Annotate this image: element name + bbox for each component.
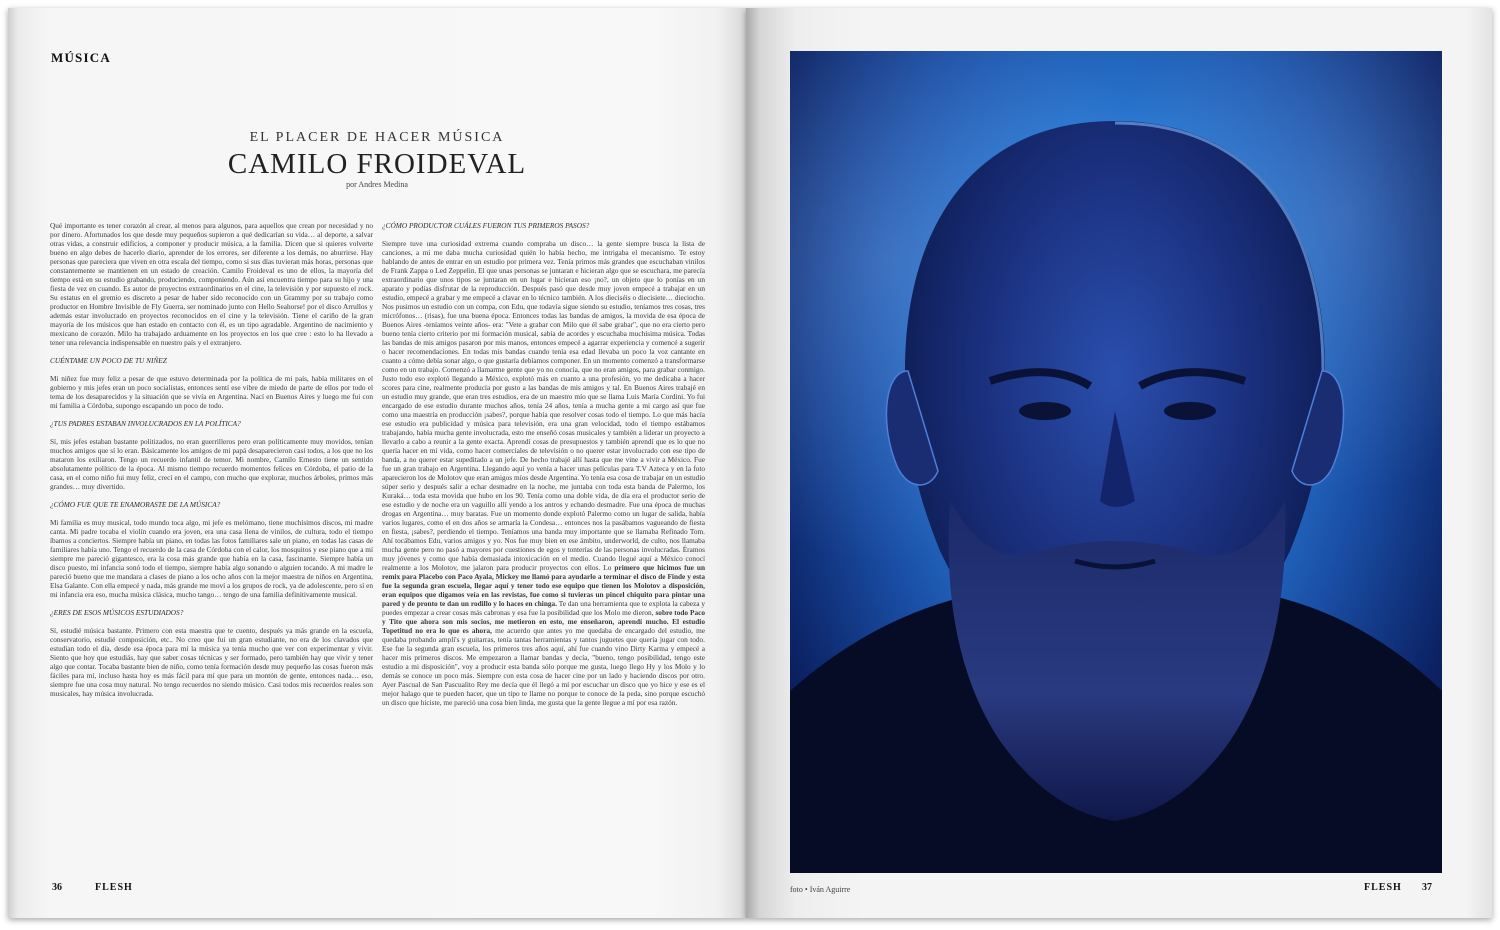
- portrait-photo: [790, 51, 1442, 873]
- answer-paragraph: Mi familia es muy musical, todo mundo toca algo, mi jefe es melómano, tiene muchísimos discos, mi madre canta. Mi padre tocaba el violín cuando era joven, era una casa llena de vinilos, de cultura, todo el tiempo íbamos a conciertos. Siempre había un piano, en todas las fotos familiares sale un piano, en todas las casas de familiares había uno. Tengo el recuerdo de la casa de Córdoba con el calor, los mosquitos y ese piano que a mí siempre me pareció gigantesco, era la cosa más grande que había en la casa, fascinante. Siempre había un disco puesto, mi infancia sonó todo el tiempo, siempre había algo sonando o alguien tocando. A mi madre le pareció bueno que me mandara a clases de piano a los ocho años con la mejor maestra de niños en Argentina, Elsa Galante. Con ella empecé y nada, más grande me moví a los grupos de rock, ya de adolescente, pero sí en mi infancia era eso, mucha música clásica, mucho tango… tengo de una familia definitivamente musical.: [50, 518, 373, 599]
- answer-paragraph: Mi niñez fue muy feliz a pesar de que estuvo determinada por la política de mi país, había militares en el gobierno y mis jefes eran un poco socialistas, entonces sentí ese vibre de miedo de parte de ellos por todo el tema de los desaparecidos y la situación que se vivía en Argentina. Nací en Buenos Aires y luego me fui con mi familia a Córdoba, supongo escapando un poco de todo.: [50, 374, 373, 410]
- eye-right: [1164, 402, 1216, 420]
- answer-bold-text: primero que hicimos fue un remix para Placebo con Paco Ayala, Mickey me llamó para ayudarlo a terminar el disco de Finde y esta fue la segunda gran escuela, llegar aquí y tener todo ese equipo que tienen los Molotov a disposición, eran equipos que digamos veía en las revistas, fue como si tuvieras un pincel chiquito para pintar una pared y de pronto te dan un rodillo y lo haces en chinga.: [382, 563, 705, 608]
- right-page: [746, 8, 1492, 918]
- question-heading: ¿CÓMO FUE QUE TE ENAMORASTE DE LA MÚSICA?: [50, 500, 221, 509]
- portrait-illustration: [790, 51, 1442, 873]
- eye-left: [1019, 402, 1071, 420]
- article-headline: CAMILO FROIDEVAL: [227, 148, 527, 180]
- answer-text: Te dan una herramienta que te explota la cabeza y puedes empezar a crear cosas más cabronas y esa fue la posibilidad que los Molo me dieron,: [382, 599, 705, 617]
- text-column-1: [50, 221, 373, 876]
- magazine-brand: FLESH: [95, 882, 133, 893]
- answer-paragraph: Sí, estudié música bastante. Primero con esta maestra que te cuento, después ya más grande en la escuela, conservatorio, estudié composición, etc.. No creo que fui un gran estudiante, no era de los clavados que estudian todo el día, desde esa época para mí la música ya tenía mucho que ver con experimentar y vivir. Siento que hoy que estudiás, hay que saber cosas técnicas y ser formado, pero también hay que vivir y tener algo que contar. Tocaba bastante bien de niño, como tenía formación desde muy pequeño las cosas fueron más fáciles para mí, incluso hasta hoy es más fácil para mí que para un montón de gente, entonces nada… eso, siempre fue una cosa muy natural. No tengo recuerdos no siendo músico. Casi todos mis recuerdos reales son musicales, hay música involucrada.: [50, 626, 373, 698]
- photo-credit: foto • Iván Aguirre: [790, 885, 851, 894]
- page-number: 36: [52, 882, 62, 893]
- article-kicker: EL PLACER DE HACER MÚSICA: [249, 130, 505, 145]
- answer-paragraph: Sí, mis jefes estaban bastante politizados, no eran guerrilleros pero eran políticamente muy movidos, tenían muchos amigos que sí lo eran. Básicamente los amigos de mi papá desaparecieron casi todos, a los que no los mataron los exiliaron. Tengo un recuerdo infantil de temor. Mi nombre, Camilo Ernesto tiene un sentido absolutamente político de la época. Al mismo tiempo recuerdo momentos felices en Córdoba, el patio de la casa, en el como niño fui muy feliz, crecí en el campo, con mucho que explorar, muchos árboles, primos más grandes… muy divertido.: [50, 437, 373, 491]
- answer-text: me acuerdo que antes yo me quedaba de encargado del estudio, me quedaba probando ampli's y guitarras, tenía tantas herramientas y tantos juguetes que quería jugar con todo. Ese fue la segunda gran escuela, los primeros tres años aquí, ahí fue cuando vino Dirty Karma y empecé a hacer mis primeros discos. Me empezaron a llamar bandas y decía, "bueno, tengo posibilidad, tengo este estudio a mi disposición", voy a producir esta banda sólo porque me gusta, luego llego Hy y los Molo y lo demás se conoce un poco más. Siempre con esta cosa de hacer cine por un lado y haciendo discos por otro. Ayer Pascual de San Pascualito Rey me decía que él llegó a mí por escuchar un disco que yo hice y ese es el mejor halago que te pueden hacer, que un tipo te llame no porque te conoce de la peda, sino porque escuchó un disco que hiciste, me pareció una cosa bien linda, me gusta que la gente llegue a mí por esa razón.: [382, 626, 705, 707]
- question-heading: CUÉNTAME UN POCO DE TU NIÑEZ: [50, 356, 167, 365]
- question-heading: ¿CÓMO PRODUCTOR CUÁLES FUERON TUS PRIMEROS PASOS?: [382, 221, 590, 230]
- answer-bold-text: sobre todo Paco y Tito que ahora son mis socios, me metieron en esto, me enseñaron, aprendí mucho. El estudio Topetitud no era lo que es ahora,: [382, 608, 705, 635]
- intro-paragraph: Qué importante es tener corazón al crear, al menos para algunos, para aquellos que crean por necesidad y no por dinero. Afortunados los que desde muy pequeños supieron a qué dedicarían su vida… al deporte, a salvar otras vidas, a construir edificios, a componer y producir música, a la familia. Dicen que si quieres volverte bueno en algo debes de hacerlo diario, aprender de los errores, ser diferente a los demás, no aburrirse. Hay personas que pareciera que viven en otra escala del tiempo, como si sus días tuvieran más horas, personas que constantemente se mantienen en un estado de creación. Camilo Froideval es uno de ellos, la mayoría del tiempo está en su estudio grabando, produciendo, componiendo. Aún así encuentra tiempo para su hijo y una fiesta de vez en cuando. Es autor de proyectos extraordinarios en el cine, la televisión y por supuesto el rock. Su estatus en el gremio es discreto a pesar de haber sido reconocido con un Grammy por su trabajo como productor en Hombre Invisible de Fly Guerra, ser nominado junto con Hello Seahorse! por el disco Arrullos y además estar involucrado en proyectos reconocidos en el cine y la televisión. Tiene el cariño de la gran mayoría de los músicos que han estado en contacto con él, es un tipo agradable. Argentino de nacimiento y mexicano de corazón. Milo ha trabajado arduamente en los proyectos en los que cree : esto lo ha llevado a tener una relevancia indispensable en nuestro país y el extranjero.: [50, 221, 373, 347]
- section-label: MÚSICA: [51, 50, 111, 65]
- page-number: 37: [1422, 882, 1432, 893]
- question-heading: ¿TUS PADRES ESTABAN INVOLUCRADOS EN LA POLÍTICA?: [50, 419, 241, 428]
- question-heading: ¿ERES DE ESOS MÚSICOS ESTUDIADOS?: [50, 608, 184, 617]
- magazine-brand: FLESH: [1364, 882, 1402, 893]
- left-page: [8, 8, 746, 918]
- text-column-2: [382, 221, 705, 876]
- article-byline: por Andres Medina: [346, 180, 408, 189]
- answer-text: Siempre tuve una curiosidad extrema cuando compraba un disco… la gente siempre busca la lista de canciones, a mí me daba mucha curiosidad quién lo había hecho, me intrigaba el mecanismo. Te estoy hablando de antes de entrar en un estudio por primera vez. Tenía primos más grandes que escuchaban vinilos de Frank Zappa o Led Zeppelin. El que unas personas se juntaran e hicieran algo que se escuchara, me parecía extraordinario que unos tipos se juntaran en un lugar e hicieran eso ¡no?, un objeto que lo ponías en un aparato y podías disfrutar de la reproducción. Después pasó que desde muy joven empecé a trabajar en un estudio, empecé a grabar y me empecé a clavar en lo técnico también. A los dieciséis o diecisiete… dieciocho. Nos pusimos un estudio con un compa, con Edu, que todavía sigue siendo su estudio, teníamos tres cosas, tres micrófonos… (risas), fue una buena época. Entonces todas las bandas de amigos, la movida de esa época de Buenos Aires -teníamos veinte años- era: "Vete a grabar con Milo que él sabe grabar", que no era cierto pero bueno tenía cierto criterio por mi formación musical, sabía de acordes y escuchaba muchísima música. Todas las bandas de mis amigos pasaron por mis manos, entonces empecé a agarrar experiencia y comencé a sugerir o hacer recomendaciones. En todas mis bandas cuando tenía esa edad llevaba un poco la voz cantante en cuanto a cómo debía sonar algo, o que gustaría debíamos componer. En un momento comenzó a transformarse como en un trabajo. Comenzó a llamarme gente que yo no conocía, que no eran amigos, para grabar conmigo. Justo todo eso explotó llegando a México, explotó más en cuanto a una profesión, yo me dedicaba a hacer scores para cine, realmente producía por gusto a las bandas de mis amigos y tal. En Buenos Aires trabajé en un estudio muy grande, que eran tres estudios, era de un maestro mío que se llama Luis María Cordini. Yo fui encargado de ese estudio durante muchos años, tenía 24 años, tenía a mucha gente a mi cargo así que fue como una maestría en producción ¡sabes?, porque había que resolver cosas todo el tiempo. Lo que más hacía ese estudio era publicidad y música para televisión, era una gran velocidad, todo el tiempo estábamos trabajando, había mucha gente involucrada, esto me enseñó cosas musicales y también a liderar un proyecto a llevarlo a cabo a reunir a la gente exacta. Aprendí cosas de presupuestos y también aprendí que es lo que no quería hacer en mi vida, como hacer comerciales de televisión o no querer estar involucrado con ese tipo de banda, a no querer estar supeditado a un jefe. De hecho trabajé allí hasta que me vine a vivir a México. Fue fue un gran trabajo en Argentina. Llegando aquí yo venía a hacer unas películas para T.V Azteca y en la foto aparecieron los de Molotov que eran amigos míos desde Argentina. Yo tenía esa cosa de trabajar en un estudio súper serio y después salir a echar desmadre en la noche, me juntaba con toda esta banda de Palermo, los Kuraká… toda esta movida que hubo en los 90. Tenía como una doble vida, de día era el productor serio de ese estudio y de noche era un vaguillo allí yendo a los antros y echando desmadre. Fue una época de muchas drogas en Argentina… muy baratas. Fue un momento donde explotó Palermo como un lugar de salida, había varios lugares, como el en dos años se armaría la Condesa… entonces nos la pasábamos vagueando de fiesta en fiesta, ¡sabes?, perdiendo el tiempo. Teníamos una banda muy importante que se llamaba Refinado Tom. Ahí tocábamos Edu, varios amigos y yo. Nos fue muy bien en ese ámbito, underworld, de culto, nos llamaba mucha gente pero no pasó a mayores por cuestiones de egos y tonterías de las personas involucradas. Éramos muy jóvenes y como que había demasiada intoxicación en el medio. Cuando llegué aquí a México conocí realmente a los Molotov, me jalaron para producir proyectos con ellos. Lo: [382, 239, 705, 572]
- answer-paragraph: [382, 239, 705, 707]
